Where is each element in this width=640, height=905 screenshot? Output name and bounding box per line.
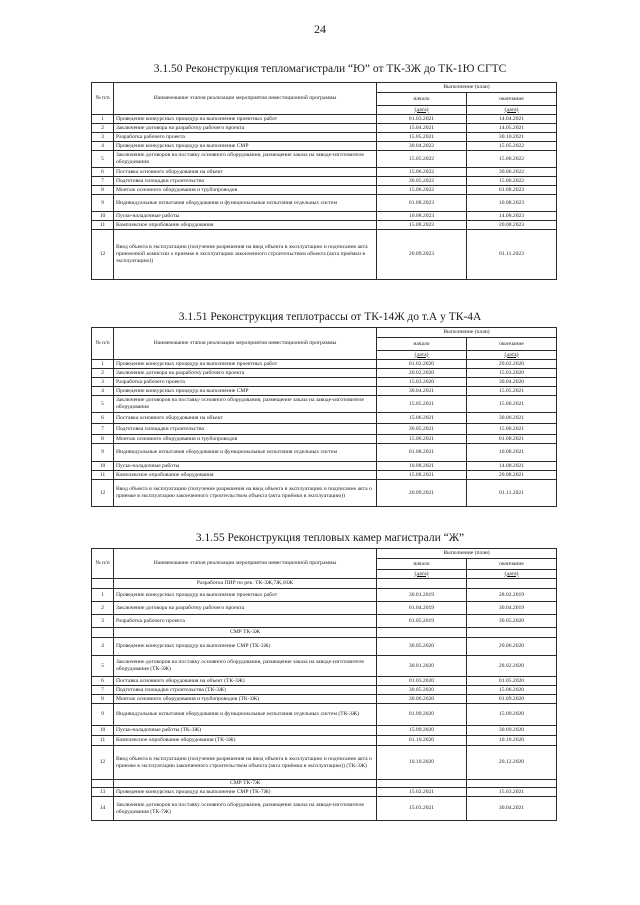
subsection-start-cell	[377, 628, 467, 638]
start-date: 01.02.2020	[377, 360, 467, 369]
table-row	[92, 378, 557, 387]
start-date: 30.01.2020	[377, 656, 467, 677]
row-number: 4	[92, 387, 114, 396]
start-date: 30.06.2020	[377, 695, 467, 704]
start-date: 30.01.2019	[377, 589, 467, 602]
start-date: 01.08.2021	[377, 444, 467, 462]
end-date: 10.10.2020	[467, 736, 557, 746]
start-date: 01.03.2020	[377, 677, 467, 686]
stage-name: Поставка основного оборудования на объект	[114, 168, 377, 177]
stage-name: Пуско-наладочные работы	[114, 462, 377, 471]
header-end-unit: (дата)	[467, 570, 557, 579]
header-row	[92, 83, 557, 93]
stage-name: Проведение конкурсных процедур на выполнение СМР	[114, 142, 377, 151]
row-number: 6	[92, 677, 114, 686]
stage-name: Комплексное опробование оборудования	[114, 221, 377, 230]
table-row	[92, 615, 557, 628]
stage-name: Индивидуальные испытания оборудования и функциональные испытания отдельных систем (ТК-3Ж)	[114, 704, 377, 726]
header-stage-name: Наименование этапов реализации мероприятия инвестиционной программы	[114, 549, 377, 579]
start-date: 15.05.2022	[377, 151, 467, 168]
row-number: 11	[92, 471, 114, 480]
header-stage-name: Наименование этапов реализации мероприятия инвестиционной программы	[114, 328, 377, 360]
end-date: 30.10.2021	[467, 133, 557, 142]
header-end: окончание	[467, 93, 557, 106]
end-date: 14.08.2023	[467, 212, 557, 221]
end-date: 15.06.2021	[467, 424, 557, 435]
row-number: 5	[92, 656, 114, 677]
table-row	[92, 736, 557, 746]
end-date: 15.05.2022	[467, 142, 557, 151]
start-date: 15.03.2020	[377, 378, 467, 387]
header-stage-name: Наименование этапов реализации мероприятия инвестиционной программы	[114, 83, 377, 115]
header-row	[92, 549, 557, 559]
end-date: 15.06.2021	[467, 396, 557, 413]
table-row	[92, 677, 557, 686]
row-number: 11	[92, 736, 114, 746]
start-date: 01.09.2020	[377, 704, 467, 726]
stage-name: Разработка рабочего проекта	[114, 133, 377, 142]
start-date: 01.04.2019	[377, 602, 467, 615]
end-date: 20.08.2023	[467, 221, 557, 230]
subsection-end-cell	[467, 579, 557, 589]
section-title-3-1-51: 3.1.51 Реконструкция теплотрассы от ТК-14Ж до т.А у ТК-4А	[178, 311, 482, 323]
table-row	[92, 435, 557, 444]
row-number: 8	[92, 186, 114, 195]
header-start-unit: (дата)	[377, 351, 467, 360]
subsection-num-cell	[92, 780, 114, 788]
stage-name: Проведение конкурсных процедур на выполнение СМР (ТК-7Ж)	[114, 788, 377, 797]
subsection-title: Разработка ПИР по рек. ТК-3Ж,7Ж,10Ж	[114, 579, 377, 589]
end-date: 28.02.2020	[467, 656, 557, 677]
stage-name: Подготовка площадки строительства	[114, 177, 377, 186]
table-row	[92, 746, 557, 780]
stage-name: Проведение конкурсных процедур на выполнение проектных работ	[114, 589, 377, 602]
start-date: 10.08.2021	[377, 462, 467, 471]
stage-name: Монтаж основного оборудования и трубопроводов (ТК-3Ж)	[114, 695, 377, 704]
row-number: 11	[92, 221, 114, 230]
row-number: 4	[92, 142, 114, 151]
end-date: 30.06.2021	[467, 413, 557, 424]
row-number: 10	[92, 726, 114, 736]
start-date: 01.03.2021	[377, 115, 467, 124]
subsection-row	[92, 628, 557, 638]
table-row	[92, 230, 557, 280]
row-number: 1	[92, 115, 114, 124]
header-num: № п/п	[92, 549, 114, 579]
end-date: 28.02.2019	[467, 589, 557, 602]
end-date: 15.05.2021	[467, 387, 557, 396]
header-num: № п/п	[92, 83, 114, 115]
header-execution: Выполнение (план)	[377, 328, 557, 338]
subsection-end-cell	[467, 780, 557, 788]
row-number: 5	[92, 151, 114, 168]
header-num: № п/п	[92, 328, 114, 360]
row-number: 1	[92, 360, 114, 369]
section-title-3-1-50: 3.1.50 Реконструкция тепломагистрали “Ю” от ТК-3Ж до ТК-1Ю СГТС	[153, 63, 507, 75]
table-row	[92, 186, 557, 195]
header-row	[92, 328, 557, 338]
stage-name: Комплексное опробование оборудования (ТК-3Ж)	[114, 736, 377, 746]
row-number: 8	[92, 695, 114, 704]
stage-name: Ввод объекта в эксплуатацию (получение разрешения на ввод объекта в эксплуатацию и подписание акта о приемке в эксплуатацию законченного строительством объекта (акта приёмки в эксплуатацию))	[114, 480, 377, 507]
stage-name: Заключение договора на разработку рабочего проекта	[114, 602, 377, 615]
subsection-start-cell	[377, 579, 467, 589]
start-date: 01.10.2020	[377, 736, 467, 746]
end-date: 20.12.2020	[467, 746, 557, 780]
subsection-end-cell	[467, 628, 557, 638]
table-row	[92, 212, 557, 221]
table-row	[92, 444, 557, 462]
start-date: 10.10.2020	[377, 746, 467, 780]
schedule-table-3-1-55	[91, 548, 557, 821]
table-row	[92, 471, 557, 480]
table-row	[92, 462, 557, 471]
row-number: 3	[92, 615, 114, 628]
end-date: 10.08.2023	[467, 195, 557, 212]
subsection-row	[92, 780, 557, 788]
start-date: 30.05.2020	[377, 638, 467, 656]
table-row	[92, 686, 557, 695]
row-number: 7	[92, 177, 114, 186]
start-date: 01.05.2019	[377, 615, 467, 628]
subsection-row	[92, 579, 557, 589]
end-date: 14.05.2021	[467, 124, 557, 133]
row-number: 10	[92, 462, 114, 471]
table-row	[92, 695, 557, 704]
stage-name: Пуско-наладочные работы	[114, 212, 377, 221]
stage-name: Комплексное опробование оборудования	[114, 471, 377, 480]
start-date: 01.08.2023	[377, 195, 467, 212]
subsection-title: СМР ТК-7Ж	[114, 780, 377, 788]
stage-name: Пуско-наладочные работы (ТК-3Ж)	[114, 726, 377, 736]
row-number: 7	[92, 686, 114, 695]
table-row	[92, 704, 557, 726]
table-row	[92, 788, 557, 797]
table-row	[92, 396, 557, 413]
schedule-table-3-1-51	[91, 327, 557, 507]
start-date: 30.04.2021	[377, 387, 467, 396]
end-date: 15.06.2020	[467, 686, 557, 695]
subsection-num-cell	[92, 579, 114, 589]
start-date: 15.04.2021	[377, 124, 467, 133]
start-date: 15.06.2021	[377, 435, 467, 444]
stage-name: Подготовка площадки строительства (ТК-3Ж)	[114, 686, 377, 695]
end-date: 15.09.2020	[467, 704, 557, 726]
end-date: 01.08.2021	[467, 435, 557, 444]
row-number: 9	[92, 444, 114, 462]
row-number: 9	[92, 195, 114, 212]
start-date: 10.08.2023	[377, 212, 467, 221]
start-date: 15.06.2021	[377, 413, 467, 424]
start-date: 30.05.2022	[377, 177, 467, 186]
end-date: 20.02.2020	[467, 360, 557, 369]
start-date: 20.02.2020	[377, 369, 467, 378]
row-number: 14	[92, 797, 114, 821]
start-date: 15.03.2021	[377, 797, 467, 821]
page-number: 24	[314, 22, 326, 36]
end-date: 30.09.2020	[467, 726, 557, 736]
table-row	[92, 221, 557, 230]
stage-name: Заключение договоров на поставку основного оборудования, размещение заказа на заводе-изготовителе оборудования (ТК-7Ж)	[114, 797, 377, 821]
start-date: 15.02.2021	[377, 788, 467, 797]
end-date: 01.08.2023	[467, 186, 557, 195]
end-date: 30.04.2019	[467, 602, 557, 615]
stage-name: Индивидуальные испытания оборудования и функциональные испытания отдельных систем	[114, 195, 377, 212]
stage-name: Проведение конкурсных процедур на выполнение СМР (ТК-3Ж)	[114, 638, 377, 656]
start-date: 30.05.2021	[377, 424, 467, 435]
stage-name: Поставка основного оборудования на объект	[114, 413, 377, 424]
row-number: 10	[92, 212, 114, 221]
row-number: 5	[92, 396, 114, 413]
subsection-title: СМР ТК-3Ж	[114, 628, 377, 638]
subsection-num-cell	[92, 628, 114, 638]
table-row	[92, 115, 557, 124]
row-number: 7	[92, 424, 114, 435]
start-date: 15.08.2023	[377, 221, 467, 230]
row-number: 2	[92, 124, 114, 133]
header-start: начало	[377, 338, 467, 351]
stage-name: Проведение конкурсных процедур на выполнение проектных работ	[114, 360, 377, 369]
table-row	[92, 369, 557, 378]
start-date: 20.09.2021	[377, 480, 467, 507]
end-date: 14.04.2021	[467, 115, 557, 124]
header-start: начало	[377, 93, 467, 106]
end-date: 01.11.2021	[467, 480, 557, 507]
header-start-unit: (дата)	[377, 106, 467, 115]
header-end-unit: (дата)	[467, 351, 557, 360]
table-row	[92, 177, 557, 186]
row-number: 2	[92, 602, 114, 615]
row-number: 12	[92, 746, 114, 780]
header-execution: Выполнение (план)	[377, 83, 557, 93]
end-date: 20.06.2020	[467, 638, 557, 656]
stage-name: Заключение договоров на поставку основного оборудования, размещение заказа на заводе-изготовителе оборудования	[114, 151, 377, 168]
row-number: 12	[92, 480, 114, 507]
table-row	[92, 726, 557, 736]
stage-name: Разработка рабочего проекта	[114, 615, 377, 628]
start-date: 15.06.2022	[377, 186, 467, 195]
schedule-table-3-1-50	[91, 82, 557, 280]
stage-name: Индивидуальные испытания оборудования и функциональные испытания отдельных систем	[114, 444, 377, 462]
row-number: 6	[92, 413, 114, 424]
table-row	[92, 360, 557, 369]
table-row	[92, 413, 557, 424]
table-row	[92, 656, 557, 677]
end-date: 01.09.2020	[467, 695, 557, 704]
end-date: 01.05.2020	[467, 677, 557, 686]
table-row	[92, 387, 557, 396]
end-date: 15.03.2020	[467, 369, 557, 378]
end-date: 15.06.2022	[467, 151, 557, 168]
end-date: 30.04.2020	[467, 378, 557, 387]
stage-name: Проведение конкурсных процедур на выполнение СМР	[114, 387, 377, 396]
table-row	[92, 168, 557, 177]
table-row	[92, 480, 557, 507]
end-date: 15.03.2021	[467, 788, 557, 797]
table-row	[92, 424, 557, 435]
header-start: начало	[377, 559, 467, 570]
stage-name: Заключение договоров на поставку основного оборудования, размещение заказа на заводе-изготовителе оборудования (ТК-3Ж)	[114, 656, 377, 677]
table-row	[92, 797, 557, 821]
row-number: 12	[92, 230, 114, 280]
row-number: 9	[92, 704, 114, 726]
row-number: 2	[92, 369, 114, 378]
row-number: 3	[92, 133, 114, 142]
section-title-3-1-55: 3.1.55 Реконструкция тепловых камер магистрали “Ж”	[195, 532, 465, 544]
end-date: 01.11.2023	[467, 230, 557, 280]
table-row	[92, 124, 557, 133]
subsection-start-cell	[377, 780, 467, 788]
row-number: 1	[92, 589, 114, 602]
stage-name: Заключение договоров на поставку основного оборудования, размещение заказа на заводе-изготовителе оборудования	[114, 396, 377, 413]
stage-name: Заключение договора на разработку рабочего проекта	[114, 369, 377, 378]
header-end: окончание	[467, 338, 557, 351]
header-start-unit: (дата)	[377, 570, 467, 579]
start-date: 15.06.2022	[377, 168, 467, 177]
start-date: 15.05.2021	[377, 396, 467, 413]
end-date: 15.06.2022	[467, 177, 557, 186]
start-date: 15.08.2021	[377, 471, 467, 480]
row-number: 4	[92, 638, 114, 656]
end-date: 10.08.2021	[467, 444, 557, 462]
table-row	[92, 195, 557, 212]
start-date: 15.09.2020	[377, 726, 467, 736]
stage-name: Поставка основного оборудования на объект (ТК-3Ж)	[114, 677, 377, 686]
end-date: 30.04.2021	[467, 797, 557, 821]
stage-name: Ввод объекта в эксплуатацию (получение разрешения на ввод объекта в эксплуатацию и подписание акта приемочной комиссии о приемке в эксплуатацию законченного строительством объекта (акта приёмки в эксплуатацию))	[114, 230, 377, 280]
stage-name: Разработка рабочего проекта	[114, 378, 377, 387]
table-row	[92, 142, 557, 151]
stage-name: Монтаж основного оборудования и трубопроводов	[114, 435, 377, 444]
table-row	[92, 602, 557, 615]
table-row	[92, 151, 557, 168]
end-date: 30.05.2020	[467, 615, 557, 628]
end-date: 20.08.2021	[467, 471, 557, 480]
stage-name: Заключение договора на разработку рабочего проекта	[114, 124, 377, 133]
stage-name: Проведение конкурсных процедур на выполнение проектных работ	[114, 115, 377, 124]
start-date: 30.05.2020	[377, 686, 467, 695]
stage-name: Ввод объекта в эксплуатацию (получение разрешения на ввод объекта в эксплуатацию и подписание акта о приемке в эксплуатацию законченного строительством объекта (акта приёмки в эксплуатацию)) (ТК-3Ж)	[114, 746, 377, 780]
header-end: окончание	[467, 559, 557, 570]
start-date: 30.04.2022	[377, 142, 467, 151]
row-number: 6	[92, 168, 114, 177]
row-number: 8	[92, 435, 114, 444]
end-date: 14.08.2021	[467, 462, 557, 471]
table-row	[92, 589, 557, 602]
header-execution: Выполнение (план)	[377, 549, 557, 559]
table-row	[92, 638, 557, 656]
start-date: 20.09.2023	[377, 230, 467, 280]
table-row	[92, 133, 557, 142]
header-end-unit: (дата)	[467, 106, 557, 115]
end-date: 30.06.2022	[467, 168, 557, 177]
stage-name: Монтаж основного оборудования и трубопроводов	[114, 186, 377, 195]
stage-name: Подготовка площадки строительства	[114, 424, 377, 435]
row-number: 13	[92, 788, 114, 797]
start-date: 15.05.2021	[377, 133, 467, 142]
row-number: 3	[92, 378, 114, 387]
